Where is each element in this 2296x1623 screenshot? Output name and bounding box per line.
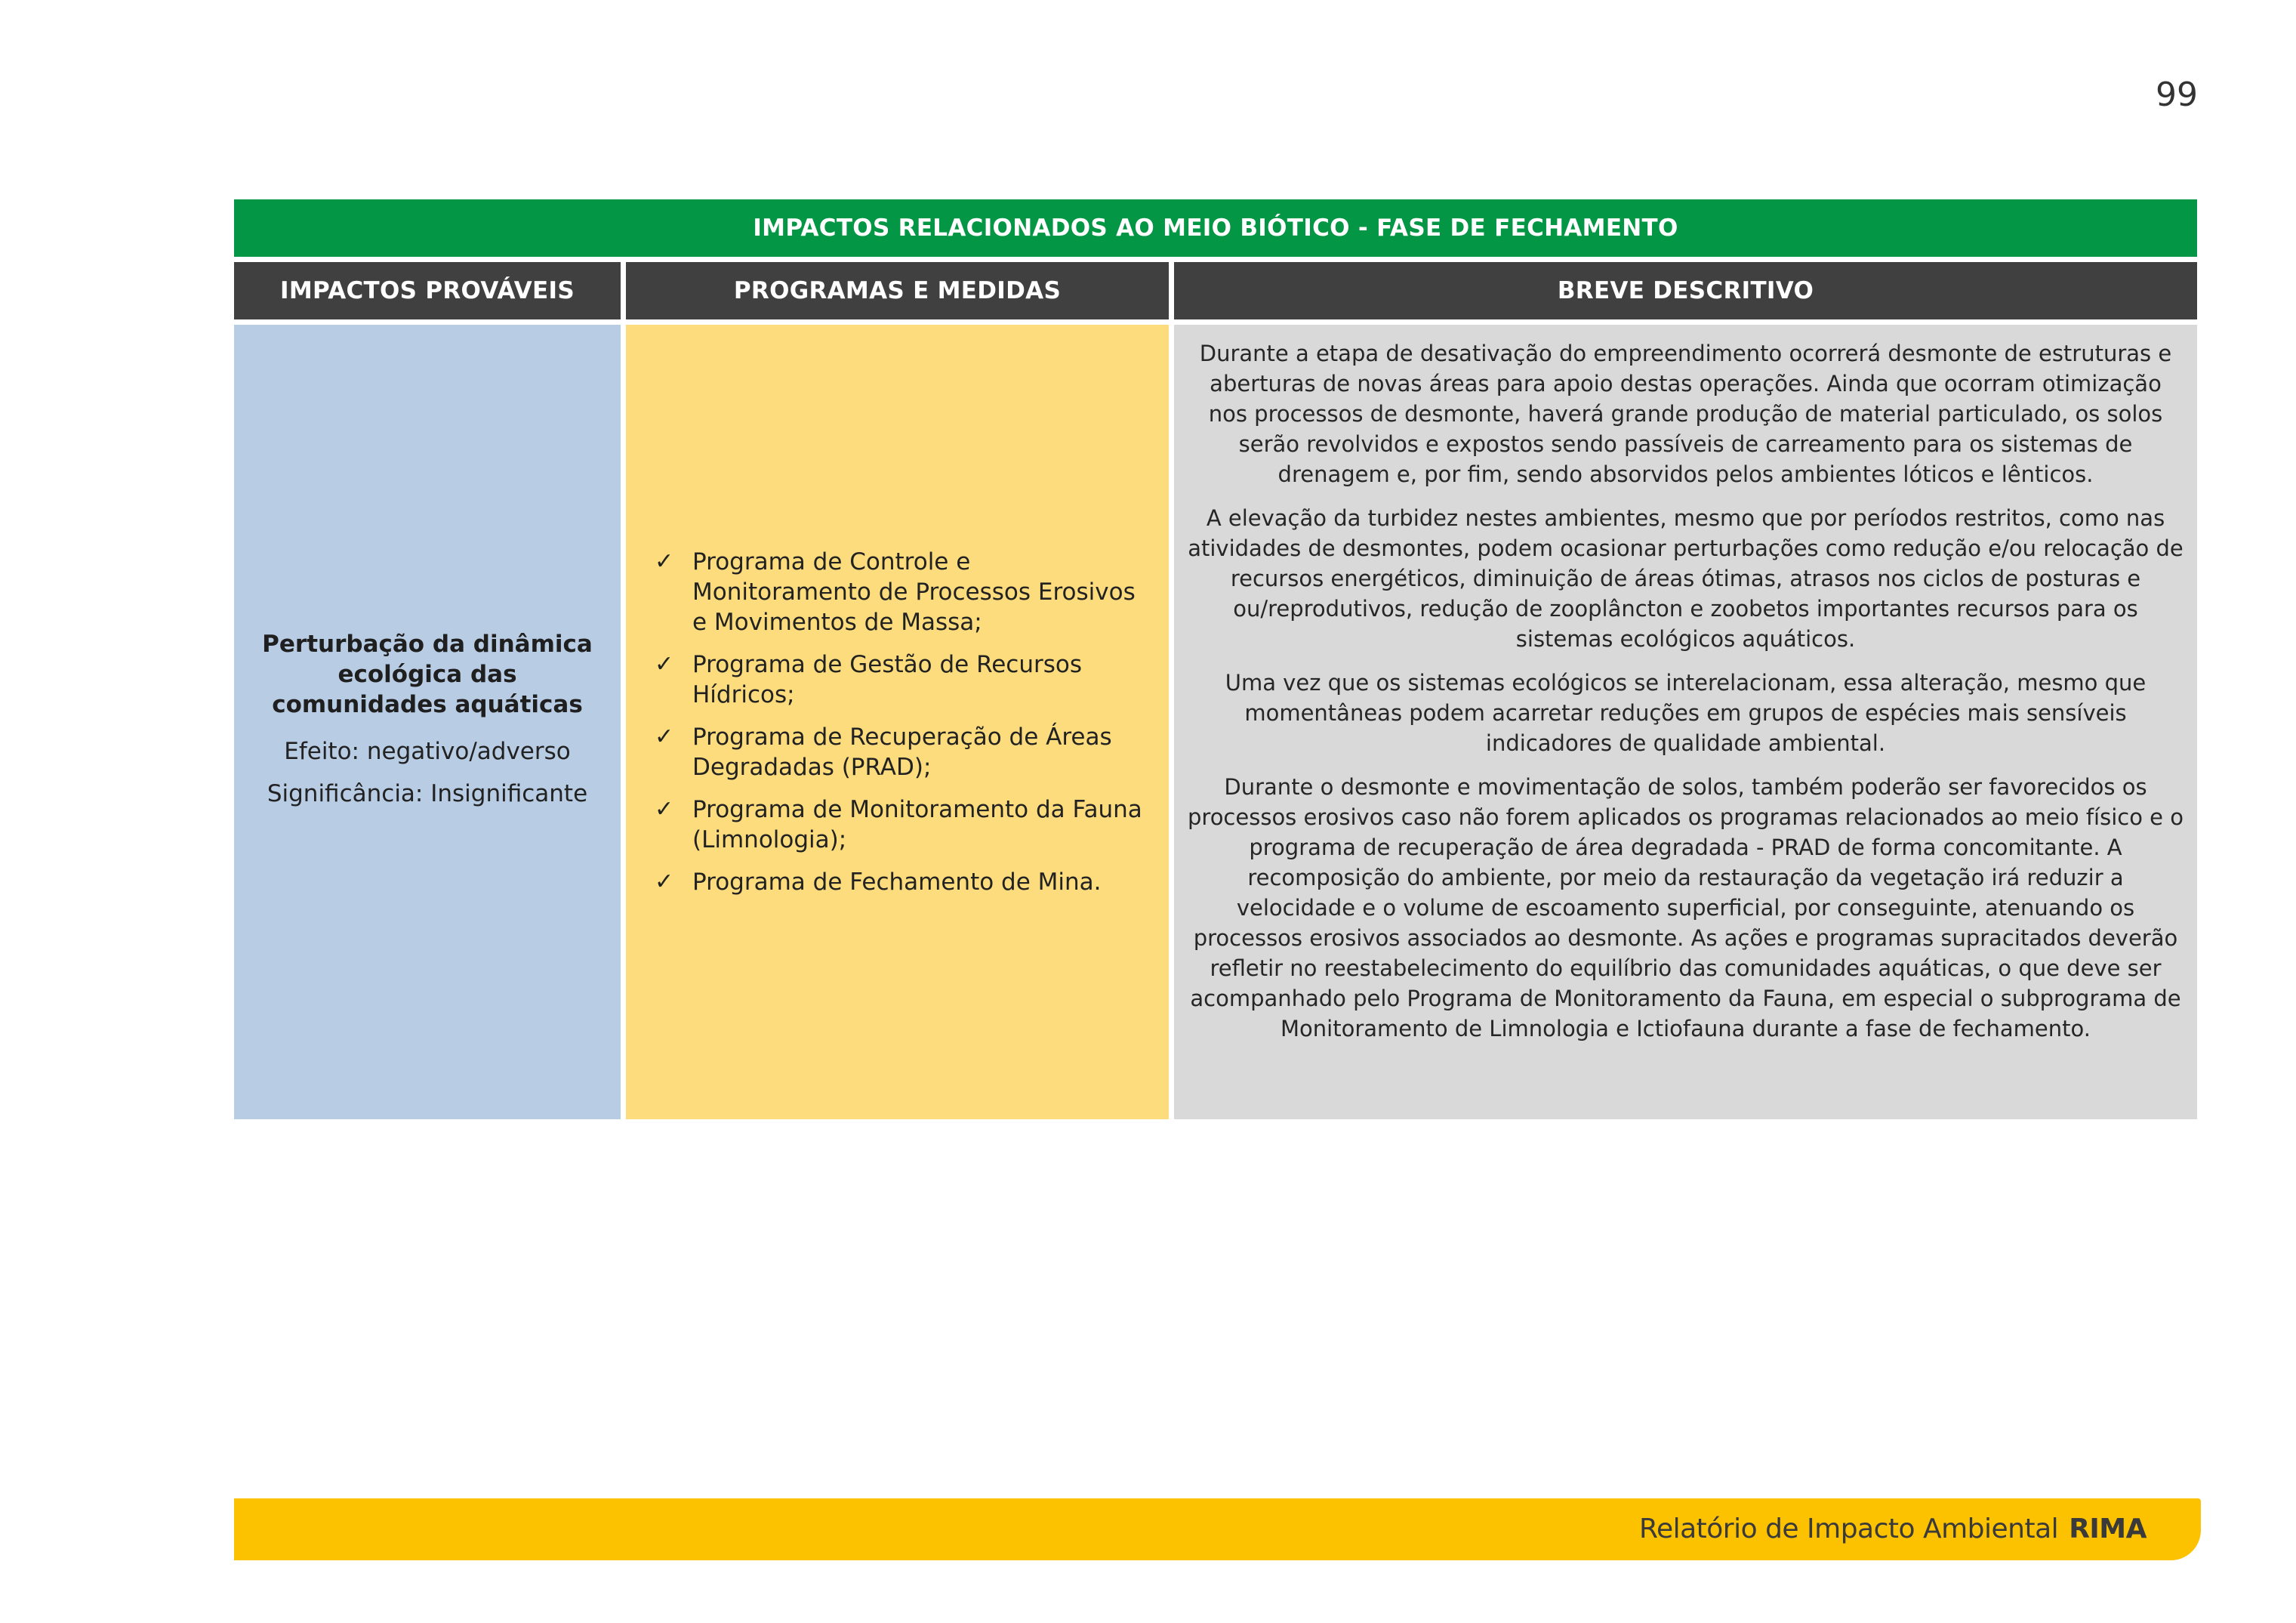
header-descritivo: BREVE DESCRITIVO [1174, 262, 2197, 319]
checkmark-icon: ✓ [655, 796, 674, 822]
checkmark-icon: ✓ [655, 548, 674, 575]
description-paragraph: Durante a etapa de desativação do empreendimento ocorrerá desmonte de estruturas e aberturas de novas áreas para apoio destas operações. Ainda que ocorram otimização nos processos de desmonte, haverá grande produção de material particulado, os solos serão revolvidos e expostos sendo passíveis de carreamento para os sistemas de drenagem e, por fim, sendo absorvidos pelos ambientes lóticos e lênticos. [1199, 341, 2172, 487]
program-item [655, 547, 1154, 637]
description-paragraph: Durante o desmonte e movimentação de solos, também poderão ser favorecidos os processos erosivos caso não forem aplicados os programas relacionados ao meio físico e o programa de recuperação de área degradada - PRAD de forma concomitante. A recomposição do ambiente, por meio da restauração da vegetação irá reduzir a velocidade e o volume de escoamento superficial, por conseguinte, atenuando os processos erosivos associados ao desmonte. As ações e programas supracitados deverão refletir no reestabelecimento do equilíbrio das comunidades aquáticas, o que deve ser acompanhado pelo Programa de Monitoramento da Fauna, em especial o subprograma de Monitoramento de Limnologia e Ictiofauna durante a fase de fechamento. [1188, 774, 2184, 1041]
table-title: IMPACTOS RELACIONADOS AO MEIO BIÓTICO - FASE DE FECHAMENTO [234, 199, 2197, 257]
footer-brand: RIMA [2069, 1513, 2147, 1544]
programs-cell [626, 325, 1169, 1119]
table-grid [234, 262, 2197, 1119]
header-impactos: IMPACTOS PROVÁVEIS [234, 262, 621, 319]
footer-report-title: Relatório de Impacto Ambiental [1639, 1513, 2059, 1544]
program-item [655, 722, 1154, 782]
checkmark-icon: ✓ [655, 724, 674, 750]
program-item [655, 867, 1154, 897]
program-label: Programa de Monitoramento da Fauna (Limnologia); [692, 796, 1142, 853]
impact-title: Perturbação da dinâmica ecológica das comunidades aquáticas [262, 631, 593, 718]
description-paragraph: A elevação da turbidez nestes ambientes, mesmo que por períodos restritos, como nas atividades de desmontes, podem ocasionar perturbações como redução e/ou relocação de recursos energéticos, diminuição de áreas ótimas, atrasos nos ciclos de posturas e ou/reprodutivos, redução de zooplâncton e zoobetos importantes recursos para os sistemas ecológicos aquáticos. [1188, 505, 2184, 652]
description-cell [1174, 325, 2197, 1119]
impacts-table [234, 199, 2197, 1119]
checkmark-icon: ✓ [655, 651, 674, 677]
program-item [655, 650, 1154, 710]
program-label: Programa de Fechamento de Mina. [692, 869, 1102, 896]
impact-significance: Significância: Insignificante [267, 780, 588, 807]
program-label: Programa de Controle e Monitoramento de Processos Erosivos e Movimentos de Massa; [692, 548, 1136, 636]
header-programas: PROGRAMAS E MEDIDAS [626, 262, 1169, 319]
impact-effect: Efeito: negativo/adverso [284, 738, 571, 765]
footer-bar [234, 1498, 2201, 1560]
program-item [655, 795, 1154, 855]
checkmark-icon: ✓ [655, 869, 674, 895]
description-paragraph: Uma vez que os sistemas ecológicos se interelacionam, essa alteração, mesmo que momentâneas podem acarretar reduções em grupos de espécies mais sensíveis indicadores de qualidade ambiental. [1225, 670, 2147, 756]
footer-label [1639, 1513, 2147, 1544]
program-label: Programa de Gestão de Recursos Hídricos; [692, 651, 1082, 708]
page-number: 99 [2156, 76, 2198, 114]
program-label: Programa de Recuperação de Áreas Degradadas (PRAD); [692, 724, 1112, 781]
impact-cell [234, 325, 621, 1119]
